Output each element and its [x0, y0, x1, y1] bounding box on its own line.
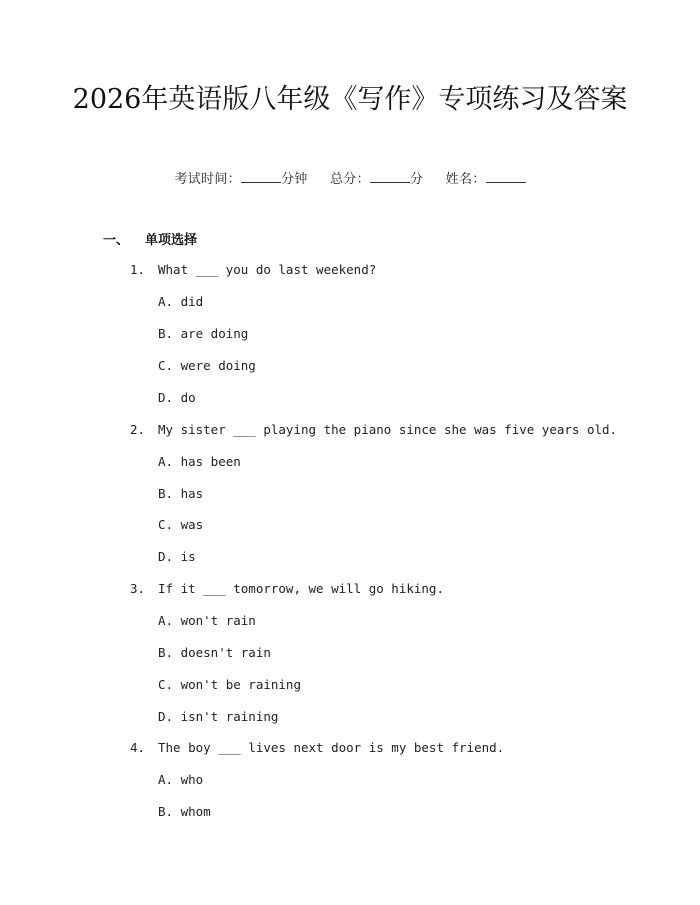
- option-3a: A. won't rain: [158, 613, 256, 628]
- total-score: [330, 172, 423, 187]
- section-heading: [103, 229, 197, 248]
- total-score-label: 总分：: [330, 172, 370, 187]
- option-1b: B. are doing: [158, 326, 249, 341]
- question-number: 1.: [130, 262, 146, 277]
- exam-time-blank: [241, 170, 281, 183]
- section-title: 单项选择: [145, 233, 198, 248]
- question-4: [130, 740, 504, 755]
- option-1d: D. do: [158, 390, 196, 405]
- question-number: 2.: [130, 422, 146, 437]
- total-score-blank: [370, 170, 410, 183]
- question-2: [130, 422, 617, 437]
- option-3c: C. won't be raining: [158, 677, 301, 692]
- question-number: 3.: [130, 581, 146, 596]
- page-title: 2026年英语版八年级《写作》专项练习及答案: [72, 84, 628, 115]
- option-3d: D. isn't raining: [158, 709, 279, 724]
- exam-info: [0, 168, 700, 187]
- option-2a: A. has been: [158, 454, 241, 469]
- section-number: 一、: [103, 233, 130, 248]
- option-4a: A. who: [158, 772, 204, 787]
- option-3b: B. doesn't rain: [158, 645, 271, 660]
- question-text: What ___ you do last weekend?: [158, 262, 377, 277]
- student-name-blank: [486, 170, 526, 183]
- question-number: 4.: [130, 740, 146, 755]
- exam-time: [174, 172, 307, 187]
- option-2d: D. is: [158, 549, 196, 564]
- question-1: [130, 262, 376, 277]
- question-3: [130, 581, 444, 596]
- student-name: [446, 172, 526, 187]
- option-1a: A. did: [158, 294, 204, 309]
- exam-time-label: 考试时间：: [174, 172, 241, 187]
- option-2c: C. was: [158, 517, 204, 532]
- total-score-unit: 分: [409, 172, 424, 187]
- question-text: My sister ___ playing the piano since she was five years old.: [158, 422, 618, 437]
- question-text: If it ___ tomorrow, we will go hiking.: [158, 581, 444, 596]
- option-1c: C. were doing: [158, 358, 256, 373]
- student-name-label: 姓名：: [445, 172, 486, 187]
- exam-time-unit: 分钟: [280, 172, 308, 187]
- option-4b: B. whom: [158, 804, 211, 819]
- option-2b: B. has: [158, 486, 204, 501]
- question-text: The boy ___ lives next door is my best friend.: [158, 740, 505, 755]
